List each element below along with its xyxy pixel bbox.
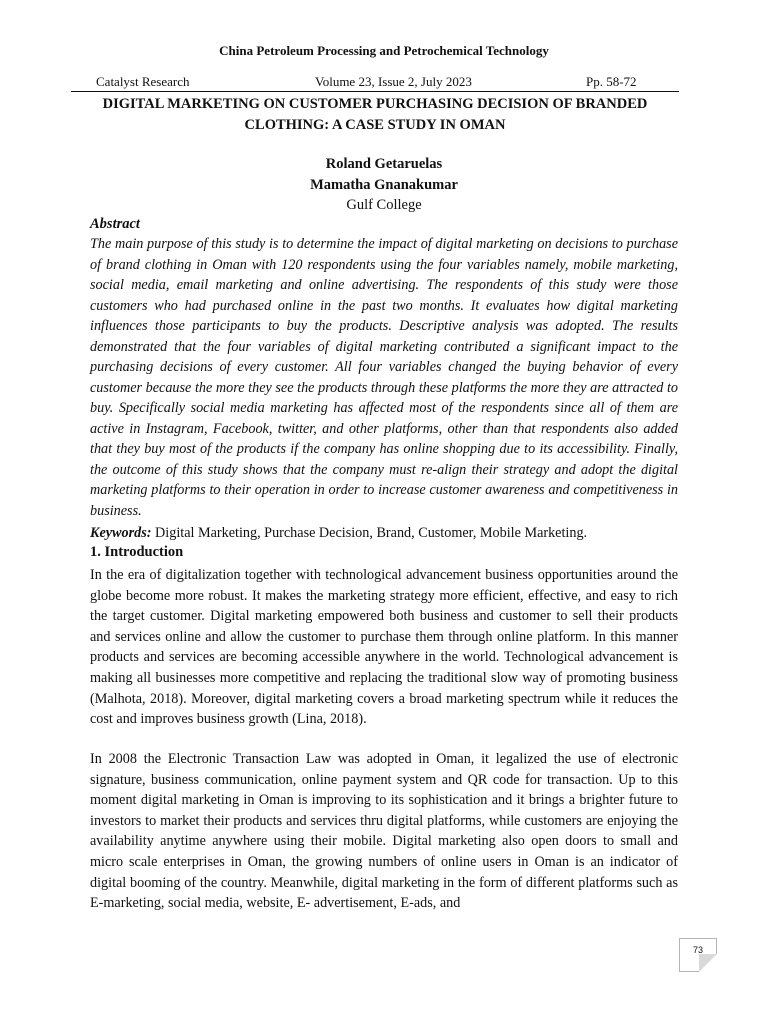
author-name: Mamatha Gnanakumar — [310, 176, 458, 193]
section-heading-introduction: 1. Introduction — [90, 544, 184, 560]
header-pages: Pp. 58-72 — [586, 74, 637, 89]
author-affiliation: Gulf College — [346, 197, 422, 213]
page-fold-icon — [699, 954, 717, 972]
body-paragraph: In the era of digitalization together with technological advancement business opportunities around the globe become more robust. It makes the marketing strategy more efficient, effective, and easy to rich the target customer. Digital marketing empowered both business and customer to sell their products and services online and allow the customer to purchase them through online platform. In this manner products and services are becoming accessible anywhere in the world. Technological advancement is making all businesses more competitive and replacing the traditional slow way of promoting business (Malhota, 2018). Moreover, digital marketing covers a broad marketing spectrum while it reduces the cost and improves business growth (Lina, 2018). — [90, 567, 678, 728]
abstract-heading: Abstract — [90, 216, 140, 232]
page-number-box — [679, 938, 717, 972]
journal-title: China Petroleum Processing and Petrochemical Technology — [219, 43, 549, 58]
keywords-line — [90, 523, 678, 543]
author-block — [0, 154, 768, 216]
article-title: DIGITAL MARKETING ON CUSTOMER PURCHASING DECISION OF BRANDED CLOTHING: A CASE STUDY IN OMAN — [102, 96, 648, 133]
keywords-text: Digital Marketing, Purchase Decision, Brand, Customer, Mobile Marketing. — [155, 525, 588, 541]
author-name: Roland Getaruelas — [325, 156, 443, 172]
header-rule — [71, 91, 679, 92]
page-number: 73 — [692, 945, 703, 955]
abstract-text: The main purpose of this study is to determine the impact of digital marketing on decisions to purchase of brand clothing in Oman with 120 respondents using the four variables namely, mobile marketing, social media, email marketing and online advertising. The respondents of this study were those customers who had purchased online in the past two months. It evaluates how digital marketing influences those participants to buy the products. Descriptive analysis was adopted. The results demonstrated that the four variables of digital marketing contributed a significant impact to the purchasing decisions of every customer. All four variables changed the buying behavior of every customer because the more they see the products through these platforms the more they are attracted to buy. Specifically social media marketing has affected most of the respondents since all of them are active in Instagram, Facebook, twitter, and other platforms, other than that respondents also added that they buy most of the products if the company has online shopping due to its accessibility. Finally, the outcome of this study shows that the company must re-align their strategy and adopt the digital marketing platforms to their operation in order to increase customer awareness and competitiveness in business. — [90, 236, 678, 519]
running-header — [96, 74, 636, 90]
keywords-label: Keywords: — [90, 525, 152, 541]
body-paragraph: In 2008 the Electronic Transaction Law was adopted in Oman, it legalized the use of electronic signature, business communication, online payment system and QR code for transaction. Up to this moment digital marketing in Oman is improving to its sophistication and it brings a brighter future to investors to market their products and services thru digital platforms, while customers are enjoying the availability anytime anywhere using their mobile. Digital marketing also open doors to small and micro scale enterprises in Oman, the growing numbers of online users in Oman is an indicator of digital booming of the country. Meanwhile, digital marketing in the form of different platforms such as E-marketing, social media, website, E- advertisement, E-ads, and — [90, 751, 678, 912]
header-section: Catalyst Research — [96, 74, 190, 89]
header-volume-issue: Volume 23, Issue 2, July 2023 — [315, 74, 472, 89]
